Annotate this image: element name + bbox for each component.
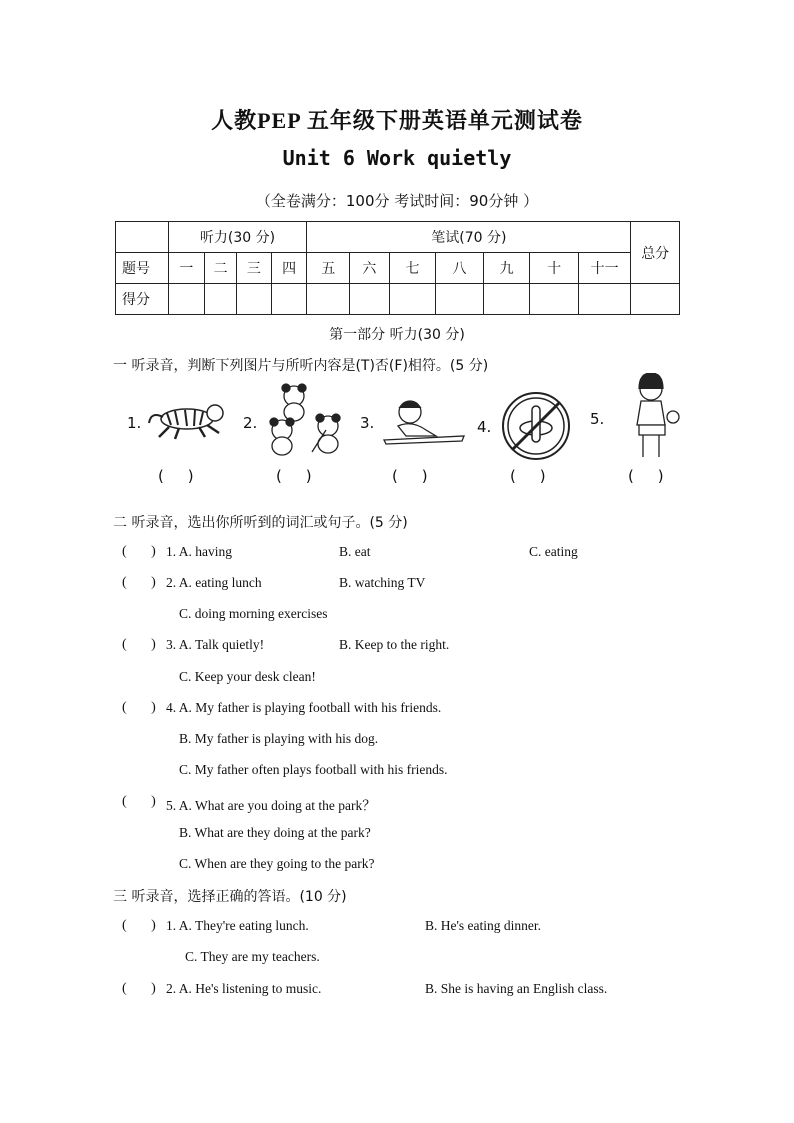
answer-bracket[interactable]: ( ) [122, 700, 156, 715]
score-label: 得分 [116, 284, 169, 315]
pic-number-1: 1. [127, 414, 142, 432]
part-one-title: 第一部分 听力(30 分) [329, 327, 465, 343]
s2-q2-a: 2. A. eating lunch [166, 575, 262, 590]
score-cell[interactable] [389, 284, 436, 315]
answer-bracket[interactable]: ( ) [510, 467, 546, 485]
section1-heading: 一 听录音，判断下列图片与所听内容是(T)否(F)相符。(5 分) [113, 358, 489, 374]
score-cell[interactable] [205, 284, 237, 315]
score-cell[interactable] [350, 284, 390, 315]
answer-bracket[interactable]: ( ) [628, 467, 664, 485]
score-table-header-row [116, 222, 680, 253]
boy-writing-icon [380, 396, 465, 446]
tiger-icon [145, 397, 230, 442]
col-8: 八 [436, 253, 484, 284]
s3-q1-b: B. He's eating dinner. [425, 918, 542, 933]
s2-q5-a: 5. A. What are you doing at the park？ [166, 798, 376, 813]
col-3: 三 [237, 253, 272, 284]
col-2: 二 [205, 253, 237, 284]
s2-q4-c: C. My father often plays football with his friends. [179, 762, 448, 777]
s2-q2-b: B. watching TV [339, 575, 426, 590]
answer-bracket[interactable]: ( ) [392, 467, 428, 485]
answer-bracket[interactable]: ( ) [122, 544, 156, 559]
s2-q4-a: 4. A. My father is playing football with his friends. [166, 700, 442, 715]
total-header: 总分 [631, 222, 680, 284]
score-cell[interactable] [271, 284, 307, 315]
score-cell[interactable] [307, 284, 350, 315]
answer-bracket[interactable]: ( ) [122, 918, 156, 933]
col-11: 十一 [578, 253, 630, 284]
col-5: 五 [307, 253, 350, 284]
answer-bracket[interactable]: ( ) [122, 981, 156, 996]
girl-icon [625, 373, 685, 465]
s3-q2-a: 2. A. He's listening to music. [166, 981, 322, 996]
answer-bracket[interactable]: ( ) [158, 467, 194, 485]
s2-q5-c: C. When are they going to the park? [179, 856, 375, 871]
s2-q1-c: C. eating [529, 544, 578, 559]
answer-bracket[interactable]: ( ) [122, 637, 156, 652]
col-1: 一 [168, 253, 205, 284]
s2-q3-c: C. Keep your desk clean! [179, 669, 316, 684]
s2-q4-b: B. My father is playing with his dog. [179, 731, 379, 746]
score-table [115, 221, 680, 315]
pic-number-3: 3. [360, 414, 375, 432]
col-7: 七 [389, 253, 436, 284]
score-cell[interactable] [237, 284, 272, 315]
question-number-label: 题号 [116, 253, 169, 284]
total-score-cell[interactable] [631, 284, 680, 315]
s3-q1-a: 1. A. They're eating lunch. [166, 918, 309, 933]
pic-number-4: 4. [477, 418, 492, 436]
s2-q1-a: 1. A. having [166, 544, 232, 559]
s2-q3-b: B. Keep to the right. [339, 637, 450, 652]
pic-number-5: 5. [590, 410, 605, 428]
col-10: 十 [530, 253, 579, 284]
score-cell[interactable] [168, 284, 205, 315]
s3-q2-b: B. She is having an English class. [425, 981, 608, 996]
score-row [116, 284, 680, 315]
exam-meta: （全卷满分：100分 考试时间：90分钟 ） [255, 192, 539, 210]
score-cell[interactable] [483, 284, 530, 315]
panda-icon [262, 382, 347, 462]
s2-q5-b: B. What are they doing at the park? [179, 825, 371, 840]
col-4: 四 [271, 253, 307, 284]
col-9: 九 [483, 253, 530, 284]
answer-bracket[interactable]: ( ) [276, 467, 312, 485]
listening-header: 听力(30 分) [168, 222, 307, 253]
col-6: 六 [350, 253, 390, 284]
score-cell[interactable] [578, 284, 630, 315]
score-cell[interactable] [436, 284, 484, 315]
s3-q1-c: C. They are my teachers. [185, 949, 320, 964]
score-cell[interactable] [530, 284, 579, 315]
quiet-sign-icon [500, 390, 572, 462]
blank-cell [116, 222, 169, 253]
exam-title: 人教PEP 五年级下册英语单元测试卷 [211, 108, 583, 133]
answer-bracket[interactable]: ( ) [122, 794, 156, 809]
section3-heading: 三 听录音，选择正确的答语。(10 分) [113, 889, 347, 905]
s2-q1-b: B. eat [339, 544, 371, 559]
answer-bracket[interactable]: ( ) [122, 575, 156, 590]
writing-header: 笔试(70 分) [307, 222, 631, 253]
s2-q3-a: 3. A. Talk quietly! [166, 637, 265, 652]
s2-q2-c: C. doing morning exercises [179, 606, 328, 621]
exam-subtitle: Unit 6 Work quietly [282, 146, 512, 170]
pic-number-2: 2. [243, 414, 258, 432]
section2-heading: 二 听录音，选出你所听到的词汇或句子。(5 分) [113, 515, 408, 531]
question-number-row [116, 253, 680, 284]
